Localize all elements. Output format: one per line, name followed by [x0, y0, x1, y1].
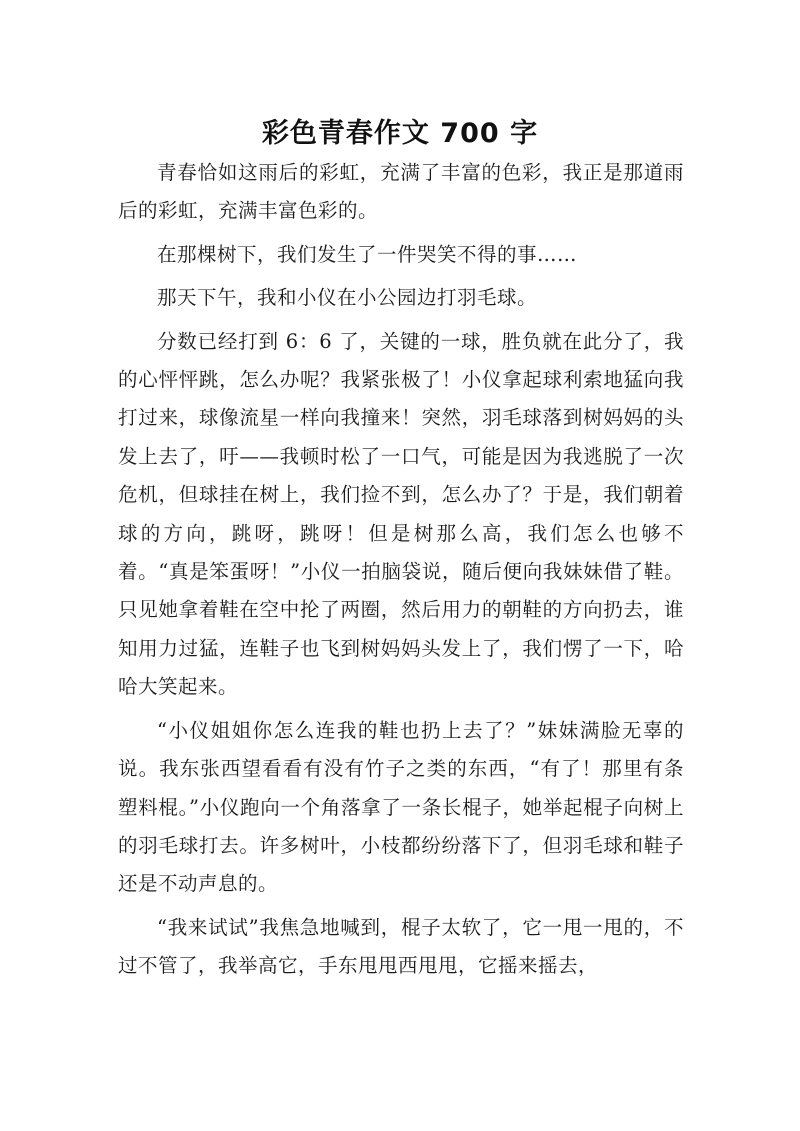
paragraph-1: 青春恰如这雨后的彩虹，充满了丰富的色彩，我正是那道雨后的彩虹，充满丰富色彩的。 — [118, 161, 684, 223]
paragraph-2: 在那棵树下，我们发生了一件哭笑不得的事…… — [157, 242, 578, 266]
paragraph-3: 那天下午，我和小仪在小公园边打羽毛球。 — [157, 286, 538, 310]
paragraph-6: “我来试试”我焦急地喊到，棍子太软了，它一甩一甩的，不过不管了，我举高它，手东甩甩西甩甩，它摇来摇去， — [118, 915, 684, 978]
paragraph-5: “小仪姐姐你怎么连我的鞋也扔上去了？”妹妹满脸无辜的说。我东张西望看看有没有竹子之类的东西，“有了！那里有条塑料棍。”小仪跑向一个角落拿了一条长棍子，她举起棍子向树上的羽毛球打去。许多树叶，小枝都纷纷落下了，但羽毛球和鞋子还是不动声息的。 — [118, 718, 684, 896]
page-title: 彩色青春作文 700 字 — [261, 118, 539, 150]
essay-body — [118, 154, 684, 991]
paragraph-4: 分数已经打到 6：6 了，关键的一球，胜负就在此分了，我的心怦怦跳，怎么办呢？我紧张极了！小仪拿起球利索地猛向我打过来，球像流星一样向我撞来！突然，羽毛球落到树妈妈的头发上去了，吁——我顿时松了一口气，可能是因为我逃脱了一次危机，但球挂在树上，我们捡不到，怎么办了？于是，我们朝着球的方向，跳呀，跳呀！但是树那么高，我们怎么也够不着。“真是笨蛋呀！”小仪一拍脑袋说，随后便向我妹妹借了鞋。只见她拿着鞋在空中抡了两圈，然后用力的朝鞋的方向扔去，谁知用力过猛，连鞋子也飞到树妈妈头发上了，我们愣了一下，哈哈大笑起来。 — [118, 329, 684, 699]
